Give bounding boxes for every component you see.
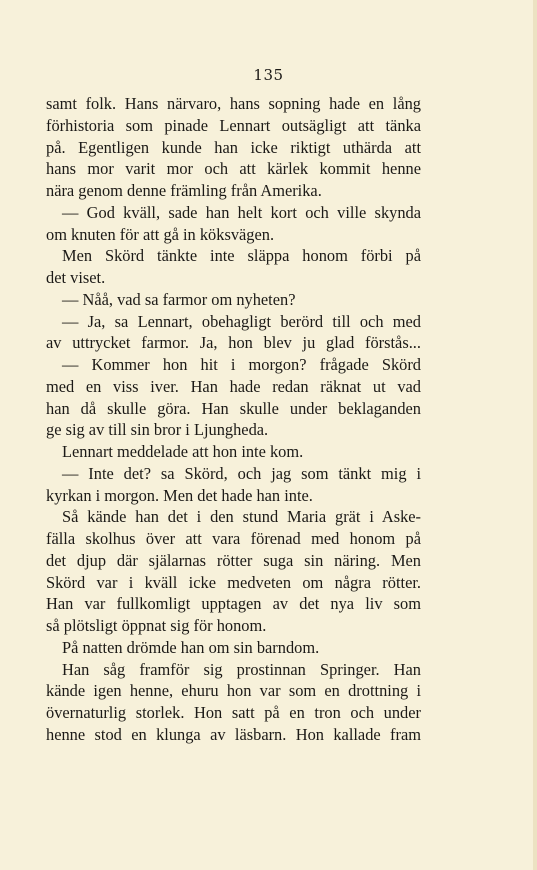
text-line: — Kommer hon hit i morgon? frågade Skörd xyxy=(62,355,421,374)
text-line: förhistoria som pinade Lennart outsägligt att tänka xyxy=(46,115,421,135)
text-line: På natten drömde han om sin barndom. xyxy=(62,637,320,657)
text-line: — Ja, sa Lennart, obehagligt berörd till och med xyxy=(62,311,421,331)
text-line: Han var fullkomligt upptagen av det nya liv som xyxy=(46,594,421,614)
text-line: kände igen henne, ehuru hon var som en drottning i xyxy=(46,681,421,701)
text-line: Han såg framför sig prostinnan Springer. Han xyxy=(62,659,421,679)
text-line: så plötsligt öppnat sig för honom. xyxy=(46,616,267,635)
text-line: — God kväll, sade han helt kort och ville skynda xyxy=(62,202,421,222)
page-number: 135 xyxy=(253,66,284,84)
text-line: om knuten för att gå in köksvägen. xyxy=(46,224,275,244)
text-line: Lennart meddelade att hon inte kom. xyxy=(62,442,304,461)
body-text xyxy=(46,93,421,746)
text-line: kyrkan i morgon. Men det hade han inte. xyxy=(46,485,313,505)
text-line: det viset. xyxy=(46,268,106,287)
text-line: på. Egentligen kunde han icke riktigt uthärda att xyxy=(46,137,421,157)
text-line: av uttrycket farmor. Ja, hon blev ju glad förstås... xyxy=(46,333,421,353)
text-line: hans mor varit mor och att kärlek kommit henne xyxy=(46,159,421,179)
text-line: ge sig av till sin bror i Ljungheda. xyxy=(46,420,269,440)
text-line: henne stod en klunga av läsbarn. Hon kallade fram xyxy=(46,724,421,744)
text-line: övernaturlig storlek. Hon satt på en tron och under xyxy=(46,703,421,722)
text-line: — Nåå, vad sa farmor om nyheten? xyxy=(62,289,296,309)
text-line: fälla skolhus över att vara förenad med honom på xyxy=(46,529,421,548)
text-line: Men Skörd tänkte inte släppa honom förbi på xyxy=(62,246,421,266)
text-line: Så kände han det i den stund Maria grät i Aske- xyxy=(62,507,421,527)
text-line: han då skulle göra. Han skulle under beklaganden xyxy=(46,398,421,418)
text-line: nära genom denne främling från Amerika. xyxy=(46,181,322,200)
text-line: — Inte det? sa Skörd, och jag som tänkt mig i xyxy=(62,463,421,483)
text-line: Skörd var i kväll icke medveten om några rötter. xyxy=(46,572,421,592)
text-line: samt folk. Hans närvaro, hans sopning hade en lång xyxy=(46,94,421,113)
text-line: med en viss iver. Han hade redan räknat ut vad xyxy=(46,376,421,396)
text-line: det djup där själarnas rötter suga sin näring. Men xyxy=(46,550,421,570)
